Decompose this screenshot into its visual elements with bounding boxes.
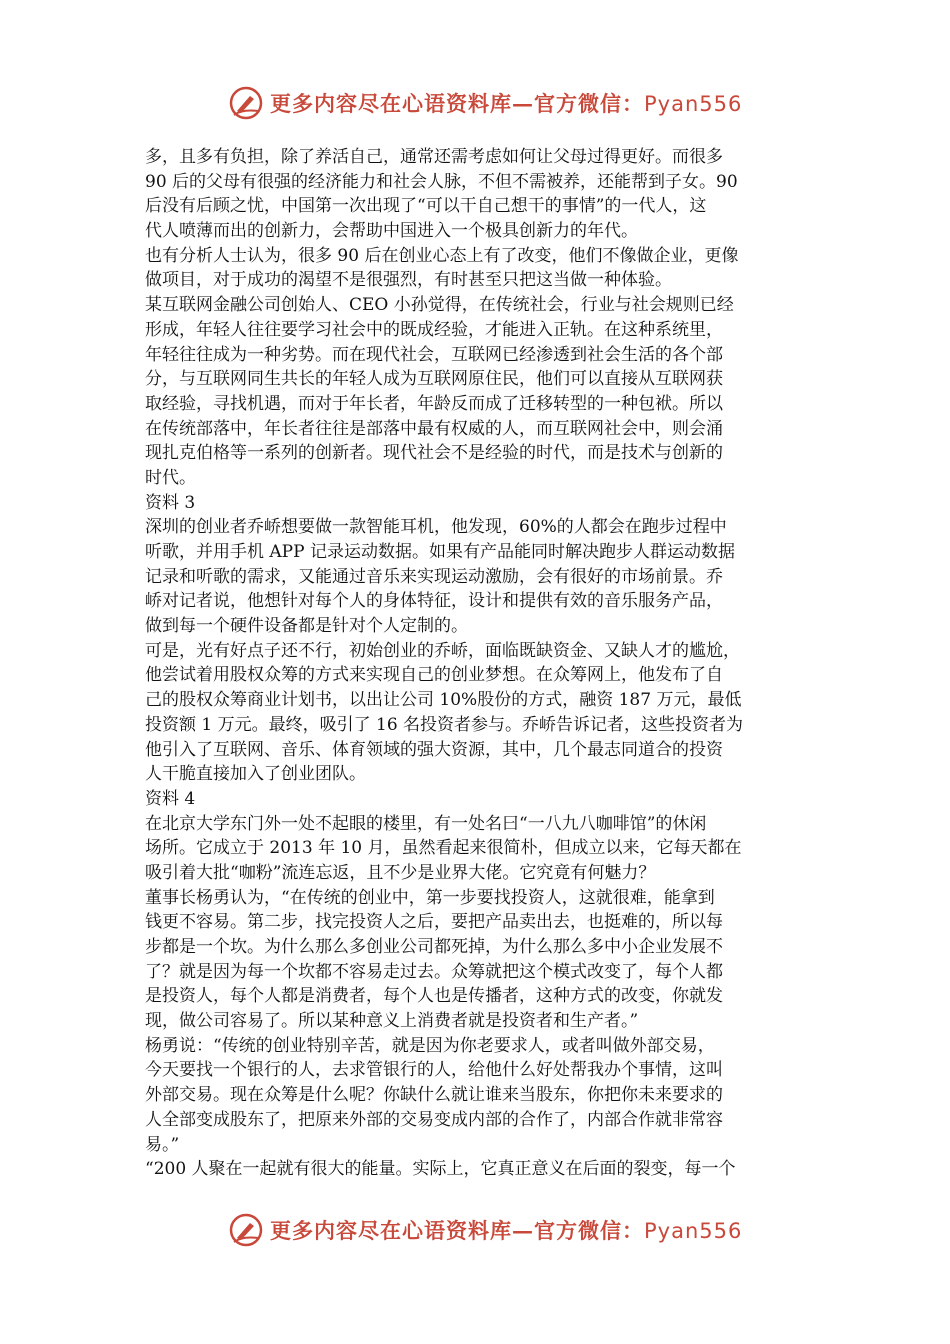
- text-line: 90 后的父母有很强的经济能力和社会人脉，不但不需被养，还能帮到子女。90: [145, 171, 738, 192]
- text-line: 可是，光有好点子还不行，初始创业的乔峤，面临既缺资金、又缺人才的尴尬，: [145, 640, 740, 661]
- text-line: 外部交易。现在众筹是什么呢？你缺什么就让谁来当股东，你把你未来要求的: [145, 1085, 723, 1106]
- text-line: 形成，年轻人往往要学习社会中的既成经验，才能进入正轨。在这种系统里，: [145, 319, 723, 340]
- document-body: [145, 145, 810, 1182]
- text-line: 做项目，对于成功的渴望不是很强烈，有时甚至只把这当做一种体验。: [145, 270, 672, 291]
- text-line: 记录和听歌的需求，又能通过音乐来实现运动激励，会有很好的市场前景。乔: [145, 566, 723, 587]
- footer-banner: [228, 1210, 742, 1250]
- text-line: “200 人聚在一起就有很大的能量。实际上，它真正意义在后面的裂变，每一个: [145, 1159, 736, 1180]
- text-line: 听歌，并用手机 APP 记录运动数据。如果有产品能同时解决跑步人群运动数据: [145, 542, 735, 562]
- text-line: 场所。它成立于 2013 年 10 月，虽然看起来很简朴，但成立以来，它每天都在: [145, 838, 742, 859]
- text-line: 现扎克伯格等一系列的创新者。现代社会不是经验的时代，而是技术与创新的: [145, 443, 723, 464]
- text-line: 易。”: [145, 1134, 180, 1155]
- text-line: 在北京大学东门外一处不起眼的楼里，有一处名曰“一八九八咖啡馆”的休闲: [145, 813, 707, 834]
- section-heading: 资料 4: [145, 788, 196, 809]
- text-line: 分，与互联网同生共长的年轻人成为互联网原住民，他们可以直接从互联网获: [145, 369, 723, 390]
- text-line: 己的股权众筹商业计划书，以出让公司 10%股份的方式，融资 187 万元，最低: [145, 690, 742, 711]
- text-line: 在传统部落中，年长者往往是部落中最有权威的人，而互联网社会中，则会涌: [145, 418, 723, 439]
- text-line: 峤对记者说，他想针对每个人的身体特征，设计和提供有效的音乐服务产品，: [145, 591, 723, 612]
- pen-logo-icon: [228, 85, 264, 121]
- text-line: 今天要找一个银行的人，去求管银行的人，给他什么好处帮我办个事情，这叫: [145, 1060, 723, 1081]
- text-line: 后没有后顾之忧，中国第一次出现了“可以干自己想干的事情”的一代人，这: [145, 196, 707, 217]
- text-line: 现，做公司容易了。所以某种意义上消费者就是投资者和生产者。”: [145, 1011, 639, 1032]
- text-line: 多，且多有负担，除了养活自己，通常还需考虑如何让父母过得更好。而很多: [145, 147, 723, 167]
- text-line: 年轻往往成为一种劣势。而在现代社会，互联网已经渗透到社会生活的各个部: [145, 344, 723, 365]
- text-line: 步都是一个坎。为什么那么多创业公司都死掉，为什么那么多中小企业发展不: [145, 937, 723, 957]
- text-line: 人干脆直接加入了创业团队。: [145, 764, 366, 785]
- wechat-id: Pyan556: [644, 1219, 743, 1243]
- pen-logo-icon: [228, 1212, 264, 1248]
- text-line: 吸引着大批“咖粉”流连忘返，且不少是业界大佬。它究竟有何魅力？: [145, 862, 656, 883]
- banner-text: 更多内容尽在心语资料库—官方微信：Pyan556: [270, 1218, 743, 1243]
- header-banner: [228, 83, 742, 123]
- text-line: 人全部变成股东了，把原来外部的交易变成内部的合作了，内部合作就非常容: [145, 1109, 723, 1130]
- banner-text: 更多内容尽在心语资料库—官方微信：Pyan556: [270, 91, 743, 116]
- text-line: 钱更不容易。第二步，找完投资人之后，要把产品卖出去，也挺难的，所以每: [145, 912, 723, 933]
- text-line: 他引入了互联网、音乐、体育领域的强大资源，其中，几个最志同道合的投资: [145, 739, 723, 760]
- text-line: 深圳的创业者乔峤想要做一款智能耳机，他发现，60%的人都会在跑步过程中: [145, 517, 727, 538]
- text-line: 也有分析人士认为，很多 90 后在创业心态上有了改变，他们不像做企业，更像: [145, 245, 739, 266]
- text-line: 代人喷薄而出的创新力，会帮助中国进入一个极具创新力的年代。: [145, 221, 638, 242]
- text-line: 做到每一个硬件设备都是针对个人定制的。: [145, 616, 468, 637]
- section-heading: 资料 3: [145, 492, 196, 513]
- text-line: 投资额 1 万元。最终，吸引了 16 名投资者参与。乔峤告诉记者，这些投资者为: [145, 714, 744, 735]
- text-line: 某互联网金融公司创始人、CEO 小孙觉得，在传统社会，行业与社会规则已经: [145, 295, 734, 316]
- text-line: 时代。: [145, 467, 196, 488]
- text-line: 取经验，寻找机遇，而对于年长者，年龄反而成了迁移转型的一种包袱。所以: [145, 393, 723, 414]
- text-line: 杨勇说：“传统的创业特别辛苦，就是因为你老要求人，或者叫做外部交易，: [145, 1035, 715, 1056]
- wechat-id: Pyan556: [644, 92, 743, 116]
- text-line: 了？就是因为每一个坎都不容易走过去。众筹就把这个模式改变了，每个人都: [145, 961, 723, 982]
- text-line: 是投资人，每个人都是消费者，每个人也是传播者，这种方式的改变，你就发: [145, 986, 723, 1007]
- text-line: 他尝试着用股权众筹的方式来实现自己的创业梦想。在众筹网上，他发布了自: [145, 665, 723, 686]
- text-line: 董事长杨勇认为，“在传统的创业中，第一步要找投资人，这就很难，能拿到: [145, 887, 715, 908]
